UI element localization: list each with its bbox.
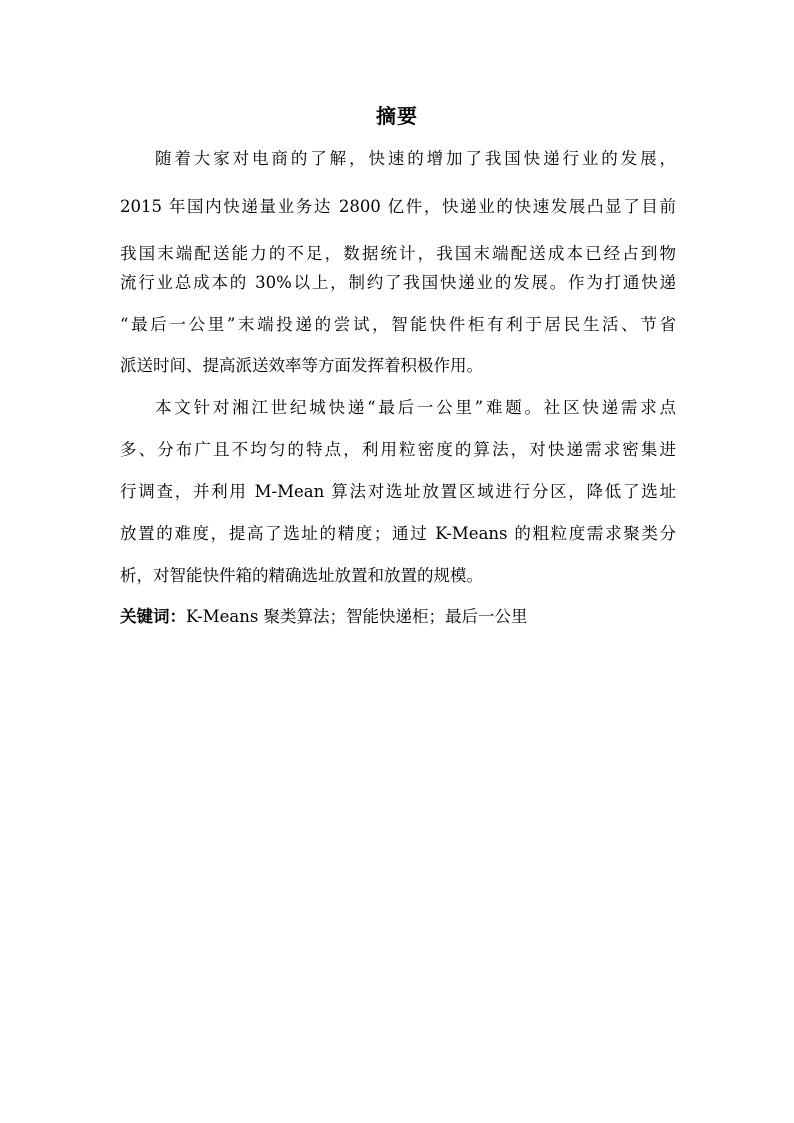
keywords-line	[120, 606, 676, 628]
abstract-title: 摘要	[376, 104, 418, 128]
paragraph1-line-5: “最后一公里”末端投递的尝试，智能快件柜有利于居民生活、节省	[120, 315, 676, 334]
paragraph1-line-4: 流行业总成本的 30%以上，制约了我国快递业的发展。作为打通快递	[120, 273, 676, 292]
paragraph2-line-4: 放置的难度，提高了选址的精度；通过 K-Means 的粗粒度需求聚类分	[120, 524, 676, 543]
paragraph1-line-2: 2015 年国内快递量业务达 2800 亿件，快递业的快速发展凸显了目前	[120, 197, 676, 216]
paragraph1-line-3: 我国末端配送能力的不足，数据统计，我国末端配送成本已经占到物	[120, 244, 676, 263]
paragraph1-line-1: 随着大家对电商的了解，快速的增加了我国快递行业的发展，	[155, 149, 676, 168]
paragraph2-line-5: 析，对智能快件箱的精确选址放置和放置的规模。	[120, 566, 483, 585]
paragraph1-line-6: 派送时间、提高派送效率等方面发挥着积极作用。	[120, 356, 483, 375]
keywords-label: 关键词：	[120, 607, 186, 626]
paragraph2-line-1: 本文针对湘江世纪城快递“最后一公里”难题。社区快递需求点	[155, 398, 676, 417]
paragraph2-line-2: 多、分布广且不均匀的特点，利用粒密度的算法，对快递需求密集进	[120, 440, 676, 459]
keywords-text: K-Means 聚类算法；智能快递柜；最后一公里	[186, 607, 528, 626]
paragraph2-line-3: 行调查，并利用 M-Mean 算法对选址放置区域进行分区，降低了选址	[120, 482, 676, 501]
